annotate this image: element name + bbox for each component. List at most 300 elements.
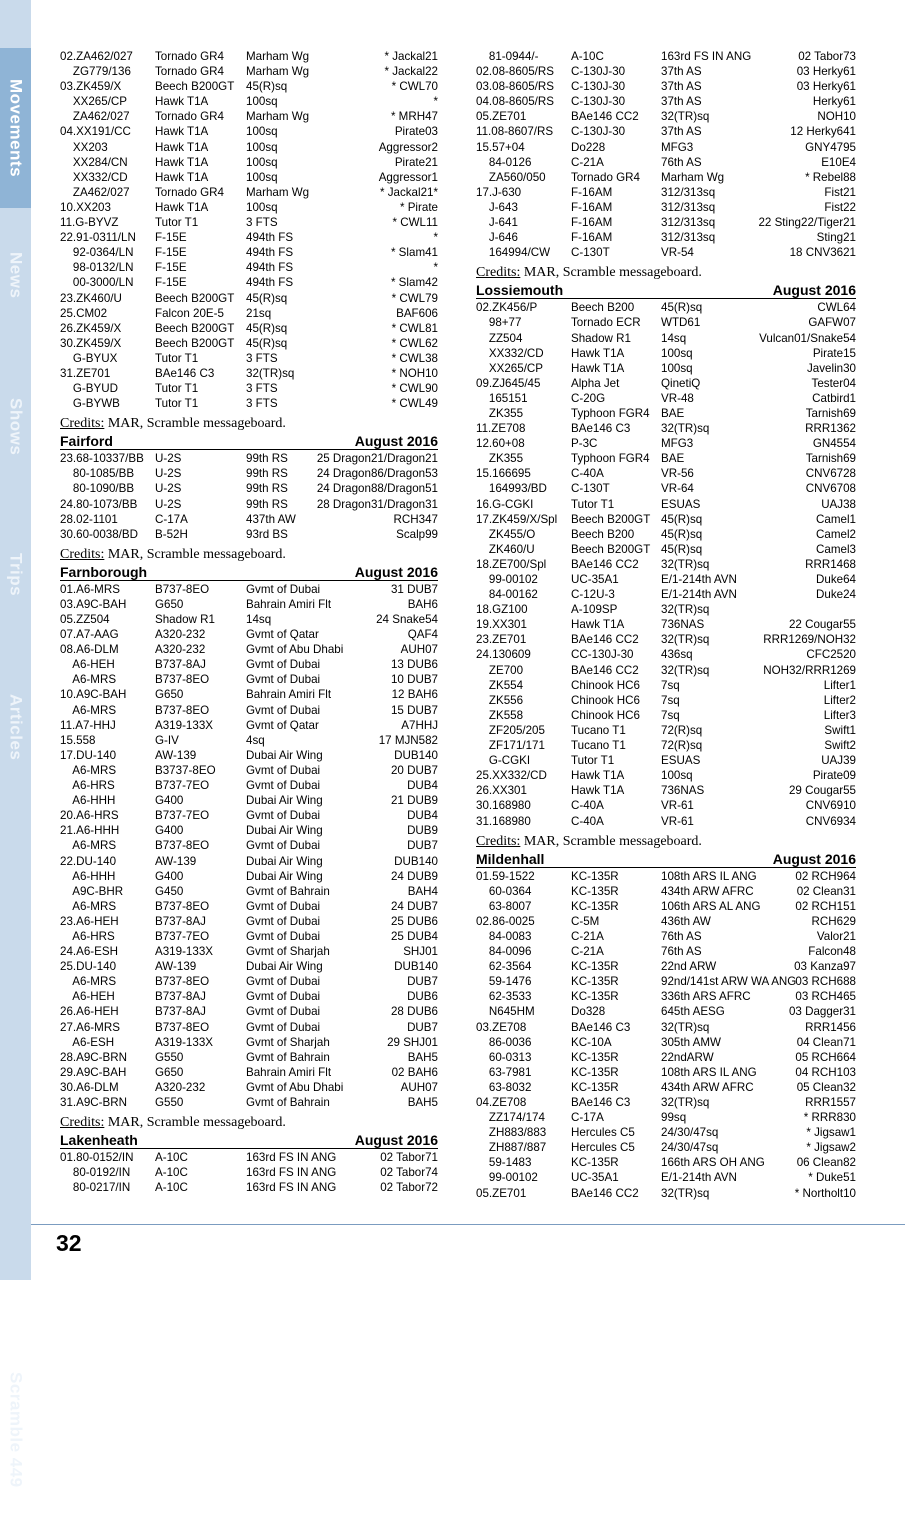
callsign: UAJ39: [821, 754, 856, 768]
unit: Dubai Air Wing: [246, 869, 323, 883]
callsign: Pirate09: [812, 769, 856, 783]
serial: 84-0083: [476, 929, 532, 943]
movement-row: [60, 944, 438, 959]
sidebar-tab-label: Movements: [6, 78, 26, 178]
aircraft-type: BAe146 C3: [155, 366, 215, 380]
movement-row: [476, 230, 856, 245]
callsign: * Slam41: [390, 246, 438, 260]
movement-row: [476, 1155, 856, 1170]
unit: Gvmt of Dubai: [246, 914, 321, 928]
movement-row: [60, 657, 438, 672]
callsign: * Duke51: [808, 1171, 856, 1185]
unit: VR-54: [661, 246, 694, 260]
callsign: A7HHJ: [401, 718, 438, 732]
movement-row: [60, 687, 438, 702]
movement-row: [60, 793, 438, 808]
credits-text: MAR, Scramble messageboard.: [104, 1115, 286, 1131]
aircraft-type: Chinook HC6: [571, 678, 640, 692]
callsign: AUH07: [400, 1080, 438, 1094]
callsign: CNV6728: [805, 467, 856, 481]
callsign: * RRR830: [803, 1111, 856, 1125]
movement-row: [476, 49, 856, 64]
callsign: 02 Tabor71: [380, 1151, 438, 1165]
unit: QinetiQ: [661, 376, 701, 390]
aircraft-type: G400: [155, 794, 184, 808]
movement-row: [60, 763, 438, 778]
serial: G-CGKI: [476, 754, 531, 768]
movement-row: [476, 753, 856, 768]
callsign: DUB140: [394, 854, 438, 868]
serial: 84-0126: [476, 155, 532, 169]
serial: 84-0096: [476, 945, 532, 959]
callsign: BAH5: [407, 1050, 438, 1064]
movement-row: [476, 79, 856, 94]
serial: 165151: [476, 391, 528, 405]
aircraft-type: F-15E: [155, 231, 187, 245]
callsign: Swift1: [824, 723, 856, 737]
movement-row: [60, 366, 438, 381]
aircraft-type: KC-135R: [571, 1065, 619, 1079]
movement-row: [476, 481, 856, 496]
serial: 02.08-8605/RS: [476, 65, 554, 79]
serial: A6-MRS: [60, 839, 117, 853]
callsign: 29 Cougar55: [788, 784, 856, 798]
serial: 12.60+08: [476, 437, 525, 451]
sidebar-tab-trips[interactable]: [0, 530, 31, 620]
credits-label: Credits:: [60, 416, 105, 432]
callsign: Pirate03: [394, 125, 438, 139]
serial: 99-00102: [476, 573, 538, 586]
callsign: 03 Herky61: [796, 65, 856, 79]
callsign: 02 RCH151: [795, 899, 856, 913]
unit: Gvmt of Dubai: [246, 582, 321, 596]
callsign: 25 DUB6: [390, 914, 438, 928]
serial: 02.ZA462/027: [60, 50, 133, 63]
location-name: Fairford: [60, 433, 113, 450]
movement-row: [60, 597, 438, 612]
serial: 60-0364: [476, 884, 532, 898]
serial: 03.ZE708: [476, 1020, 527, 1034]
unit: 163rd FS IN ANG: [246, 1166, 337, 1180]
unit: BAE: [661, 452, 685, 466]
serial: 01.59-1522: [476, 869, 535, 883]
movement-row: [476, 421, 856, 436]
aircraft-type: KC-10A: [571, 1035, 612, 1049]
serial: 63-8032: [476, 1080, 532, 1094]
aircraft-type: Hawk T1A: [571, 361, 625, 375]
callsign: DUB9: [407, 824, 438, 838]
aircraft-type: Hawk T1A: [155, 200, 209, 214]
serial: 31.A9C-BRN: [60, 1096, 128, 1109]
callsign: * Pirate: [399, 200, 438, 214]
movement-row: [476, 1035, 856, 1050]
unit: Dubai Air Wing: [246, 960, 323, 974]
sidebar-tab-scramble-449[interactable]: [0, 1330, 31, 1530]
serial: A6-MRS: [60, 763, 117, 777]
serial: 26.XX301: [476, 784, 527, 798]
aircraft-type: BAe146 CC2: [571, 557, 639, 571]
unit: MFG3: [661, 437, 694, 451]
aircraft-type: C-5M: [571, 914, 600, 928]
movement-row: [476, 663, 856, 678]
serial: 28.A9C-BRN: [60, 1050, 128, 1064]
unit: 436th AW: [661, 914, 711, 928]
callsign: 24 Dragon88/Dragon51: [316, 482, 438, 496]
unit: Bahrain Amiri Flt: [246, 688, 332, 702]
aircraft-type: KC-135R: [571, 1156, 619, 1170]
serial: A6-HEH: [60, 658, 115, 672]
aircraft-type: Tornado GR4: [155, 50, 224, 63]
aircraft-type: AW-139: [155, 960, 197, 974]
callsign: Lifter1: [823, 678, 856, 692]
movement-row: [476, 738, 856, 753]
callsign: Duke64: [816, 573, 856, 586]
aircraft-type: C-40A: [571, 467, 604, 481]
movement-row: [476, 768, 856, 783]
unit: 32(TR)sq: [661, 1186, 710, 1200]
serial: 81-0944/-: [476, 50, 539, 63]
unit: ESUAS: [661, 497, 701, 511]
movement-row: [476, 1170, 856, 1185]
aircraft-type: G550: [155, 1096, 184, 1109]
unit: 24/30/47sq: [661, 1126, 719, 1140]
unit: 305th AMW: [661, 1035, 721, 1049]
callsign: DUB140: [394, 960, 438, 974]
aircraft-type: A-10C: [571, 50, 604, 63]
movement-row: [476, 959, 856, 974]
aircraft-type: Hawk T1A: [155, 125, 209, 139]
callsign: Swift2: [824, 739, 856, 753]
serial: 27.A6-MRS: [60, 1020, 120, 1034]
callsign: DUB6: [407, 990, 438, 1004]
serial: 30.ZK459/X: [60, 336, 122, 350]
callsign: 12 BAH6: [391, 688, 438, 702]
unit: 32(TR)sq: [661, 557, 710, 571]
unit: 45(R)sq: [246, 336, 288, 350]
credits-line: [476, 260, 856, 282]
callsign: 03 RCH465: [795, 990, 856, 1004]
movement-row: [60, 778, 438, 793]
callsign: DUB4: [407, 779, 438, 793]
movement-row: [60, 989, 438, 1004]
unit: 494th FS: [246, 231, 294, 245]
movement-row: [476, 200, 856, 215]
movement-row: [476, 1125, 856, 1140]
movement-row: [60, 140, 438, 155]
callsign: 02 Tabor73: [798, 50, 856, 63]
callsign: Sting21: [816, 231, 856, 245]
serial: 20.A6-HRS: [60, 809, 119, 823]
aircraft-type: Tutor T1: [155, 382, 199, 396]
aircraft-type: B737-8AJ: [155, 658, 206, 672]
aircraft-type: KC-135R: [571, 975, 619, 989]
aircraft-type: B737-8EO: [155, 975, 210, 989]
callsign: * CWL81: [391, 321, 438, 335]
unit: VR-64: [661, 482, 694, 496]
unit: 24/30/47sq: [661, 1141, 719, 1155]
unit: Marham Wg: [246, 185, 310, 199]
unit: Gvmt of Dubai: [246, 1020, 321, 1034]
sidebar-tab-label: Shows: [6, 398, 26, 456]
serial: 02.ZK456/P: [476, 301, 538, 315]
callsign: 05 Clean32: [796, 1080, 856, 1094]
callsign: * Northolt10: [794, 1186, 856, 1200]
callsign: 22 Sting22/Tiger21: [758, 216, 856, 230]
unit: VR-61: [661, 814, 694, 828]
callsign: 02 Clean31: [796, 884, 856, 898]
movement-row: [60, 1065, 438, 1080]
sidebar-tab-shows[interactable]: [0, 372, 31, 482]
aircraft-type: G550: [155, 1050, 184, 1064]
unit: Marham Wg: [661, 170, 725, 184]
aircraft-type: Tutor T1: [155, 397, 199, 411]
serial: A6-HHH: [60, 869, 116, 883]
aircraft-type: KC-135R: [571, 1080, 619, 1094]
callsign: 24 DUB7: [390, 899, 438, 913]
aircraft-type: A-10C: [155, 1166, 188, 1180]
aircraft-type: Falcon 20E-5: [155, 306, 224, 320]
aircraft-type: Tutor T1: [571, 497, 615, 511]
serial: 15.558: [60, 733, 96, 747]
aircraft-type: Beech B200GT: [571, 512, 651, 526]
movement-row: [60, 929, 438, 944]
section-heading: [60, 433, 438, 450]
movement-row: [476, 155, 856, 170]
serial: ZZ504: [476, 331, 523, 345]
sidebar-tab-label: Trips: [6, 553, 26, 597]
serial: 98+77: [476, 316, 522, 330]
callsign: GAFW07: [808, 316, 856, 330]
serial: XX265/CP: [476, 361, 544, 375]
serial: XX332/CD: [60, 170, 128, 184]
serial: 04.08-8605/RS: [476, 95, 554, 109]
aircraft-type: Beech B200GT: [155, 321, 235, 335]
movement-row: [476, 542, 856, 557]
callsign: CNV6910: [805, 799, 856, 813]
movement-row: [476, 1080, 856, 1095]
serial: 92-0364/LN: [60, 246, 134, 260]
callsign: *: [433, 231, 438, 245]
aircraft-type: A320-232: [155, 643, 206, 657]
callsign: Duke24: [816, 588, 856, 602]
movement-row: [476, 109, 856, 124]
movement-row: [60, 215, 438, 230]
aircraft-type: Tutor T1: [155, 216, 199, 230]
aircraft-type: KC-135R: [571, 990, 619, 1004]
callsign: RRR1468: [805, 557, 856, 571]
serial: 05.ZE701: [476, 1186, 527, 1200]
aircraft-type: Tornado GR4: [155, 185, 224, 199]
serial: 15.57+04: [476, 140, 525, 154]
unit: E/1-214th AVN: [661, 1171, 737, 1185]
serial: 164994/CW: [476, 246, 551, 260]
unit: 72(R)sq: [661, 739, 703, 753]
movement-row: [60, 396, 438, 411]
callsign: Camel3: [816, 542, 856, 556]
callsign: Aggressor2: [378, 140, 438, 154]
serial: 22.91-0311/LN: [60, 231, 136, 245]
serial: ZA560/050: [476, 170, 546, 184]
movement-row: [60, 497, 438, 512]
unit: Gvmt of Dubai: [246, 763, 321, 777]
callsign: 06 Clean82: [796, 1156, 856, 1170]
page-number: 32: [56, 1230, 82, 1256]
aircraft-type: G650: [155, 688, 184, 702]
aircraft-type: B3737-8EO: [155, 763, 216, 777]
serial: 17.J-630: [476, 185, 522, 199]
sidebar-tab-news[interactable]: [0, 230, 31, 320]
sidebar-tab-movements[interactable]: [0, 48, 31, 208]
serial: 29.A9C-BAH: [60, 1065, 127, 1079]
movement-row: [476, 678, 856, 693]
unit: Gvmt of Abu Dhabi: [246, 1080, 344, 1094]
movement-row: [476, 140, 856, 155]
serial: 09.ZJ645/45: [476, 376, 541, 390]
serial: 98-0132/LN: [60, 261, 134, 275]
movement-row: [60, 627, 438, 642]
movement-row: [60, 612, 438, 627]
callsign: Lifter3: [823, 708, 856, 722]
credits-text: MAR, Scramble messageboard.: [520, 265, 702, 281]
aircraft-type: Beech B200GT: [155, 336, 235, 350]
callsign: 25 Dragon21/Dragon21: [316, 452, 438, 466]
movement-row: [476, 300, 856, 315]
serial: A6-MRS: [60, 975, 117, 989]
aircraft-type: BAe146 C3: [571, 422, 631, 436]
movement-row: [476, 602, 856, 617]
aircraft-type: B-52H: [155, 527, 188, 541]
unit: 32(TR)sq: [661, 1020, 710, 1034]
credits-label: Credits:: [60, 546, 105, 562]
callsign: 03 Dagger31: [788, 1005, 856, 1019]
movement-row: [60, 200, 438, 215]
unit: BAE: [661, 406, 685, 420]
serial: 62-3533: [476, 990, 532, 1004]
callsign: Scalp99: [396, 527, 438, 541]
unit: VR-56: [661, 467, 694, 481]
aircraft-type: Tornado GR4: [155, 65, 224, 79]
movement-row: [60, 748, 438, 763]
aircraft-type: B737-7EO: [155, 929, 210, 943]
movement-row: [60, 884, 438, 899]
sidebar-tab-label: Articles: [6, 693, 26, 761]
movement-row: [476, 1140, 856, 1155]
callsign: DUB140: [394, 748, 438, 762]
serial: 07.A7-AAG: [60, 628, 119, 642]
unit: WTD61: [661, 316, 701, 330]
unit: Gvmt of Dubai: [246, 703, 321, 717]
aircraft-type: B737-8EO: [155, 1020, 210, 1034]
movement-row: [476, 466, 856, 481]
movement-row: [476, 587, 856, 602]
movement-row: [476, 1186, 856, 1201]
aircraft-type: Beech B200GT: [155, 291, 235, 305]
unit: 14sq: [661, 331, 687, 345]
callsign: 05 RCH664: [795, 1050, 856, 1064]
credits-label: Credits:: [476, 833, 521, 849]
aircraft-type: F-15E: [155, 261, 187, 275]
aircraft-type: Alpha Jet: [571, 376, 620, 390]
unit: 100sq: [661, 769, 693, 783]
movement-row: [60, 1165, 438, 1180]
callsign: Aggressor1: [378, 170, 438, 184]
aircraft-type: KC-135R: [571, 899, 619, 913]
callsign: CFC2520: [806, 648, 856, 662]
movement-row: [476, 617, 856, 632]
movement-row: [60, 899, 438, 914]
unit: 100sq: [661, 361, 693, 375]
callsign: RCH347: [393, 512, 438, 526]
aircraft-type: A320-232: [155, 628, 206, 642]
aircraft-type: F-15E: [155, 276, 187, 290]
unit: 166th ARS OH ANG: [661, 1156, 765, 1170]
unit: 436sq: [661, 648, 693, 662]
aircraft-type: U-2S: [155, 467, 182, 481]
movement-row: [476, 527, 856, 542]
serial: 10.XX203: [60, 200, 111, 214]
aircraft-type: B737-8AJ: [155, 1005, 206, 1019]
unit: 3 FTS: [246, 216, 278, 230]
location-name: Mildenhall: [476, 850, 545, 867]
serial: G-BYWB: [60, 397, 120, 411]
movement-row: [60, 718, 438, 733]
callsign: Tarnish69: [805, 452, 856, 466]
movement-row: [60, 808, 438, 823]
callsign: AUH07: [400, 643, 438, 657]
aircraft-type: C-130J-30: [571, 65, 626, 79]
movement-row: [60, 49, 438, 64]
unit: 163rd FS IN ANG: [246, 1181, 337, 1195]
aircraft-type: F-15E: [155, 246, 187, 260]
callsign: CWL64: [817, 301, 856, 315]
unit: 3 FTS: [246, 397, 278, 411]
movement-row: [476, 989, 856, 1004]
unit: 494th FS: [246, 261, 294, 275]
serial: J-641: [476, 216, 518, 230]
unit: 437th AW: [246, 512, 296, 526]
callsign: DUB7: [407, 839, 438, 853]
aircraft-type: Chinook HC6: [571, 708, 640, 722]
aircraft-type: C-21A: [571, 945, 604, 959]
callsign: Fist21: [824, 185, 856, 199]
aircraft-type: B737-7EO: [155, 809, 210, 823]
movement-row: [60, 703, 438, 718]
unit: 434th ARW AFRC: [661, 884, 754, 898]
serial: 30.60-0038/BD: [60, 527, 138, 541]
location-name: Lakenheath: [60, 1132, 138, 1149]
callsign: 04 Clean71: [796, 1035, 856, 1049]
serial: ZF171/171: [476, 739, 545, 753]
aircraft-type: Hawk T1A: [155, 170, 209, 184]
callsign: * Jigsaw2: [806, 1141, 856, 1155]
callsign: Vulcan01/Snake54: [759, 331, 856, 345]
movement-row: [60, 170, 438, 185]
aircraft-type: G650: [155, 597, 184, 611]
unit: 736NAS: [661, 784, 705, 798]
unit: 93rd BS: [246, 527, 288, 541]
movement-row: [60, 351, 438, 366]
credits-line: [60, 1110, 438, 1132]
movement-row: [476, 512, 856, 527]
serial: 02.86-0025: [476, 914, 535, 928]
movement-row: [476, 814, 856, 829]
section-heading: [476, 282, 856, 299]
sidebar-tab-articles[interactable]: [0, 672, 31, 782]
unit: VR-61: [661, 799, 694, 813]
serial: 25.DU-140: [60, 960, 117, 974]
serial: 30.A6-DLM: [60, 1080, 119, 1094]
unit: 99th RS: [246, 467, 288, 481]
